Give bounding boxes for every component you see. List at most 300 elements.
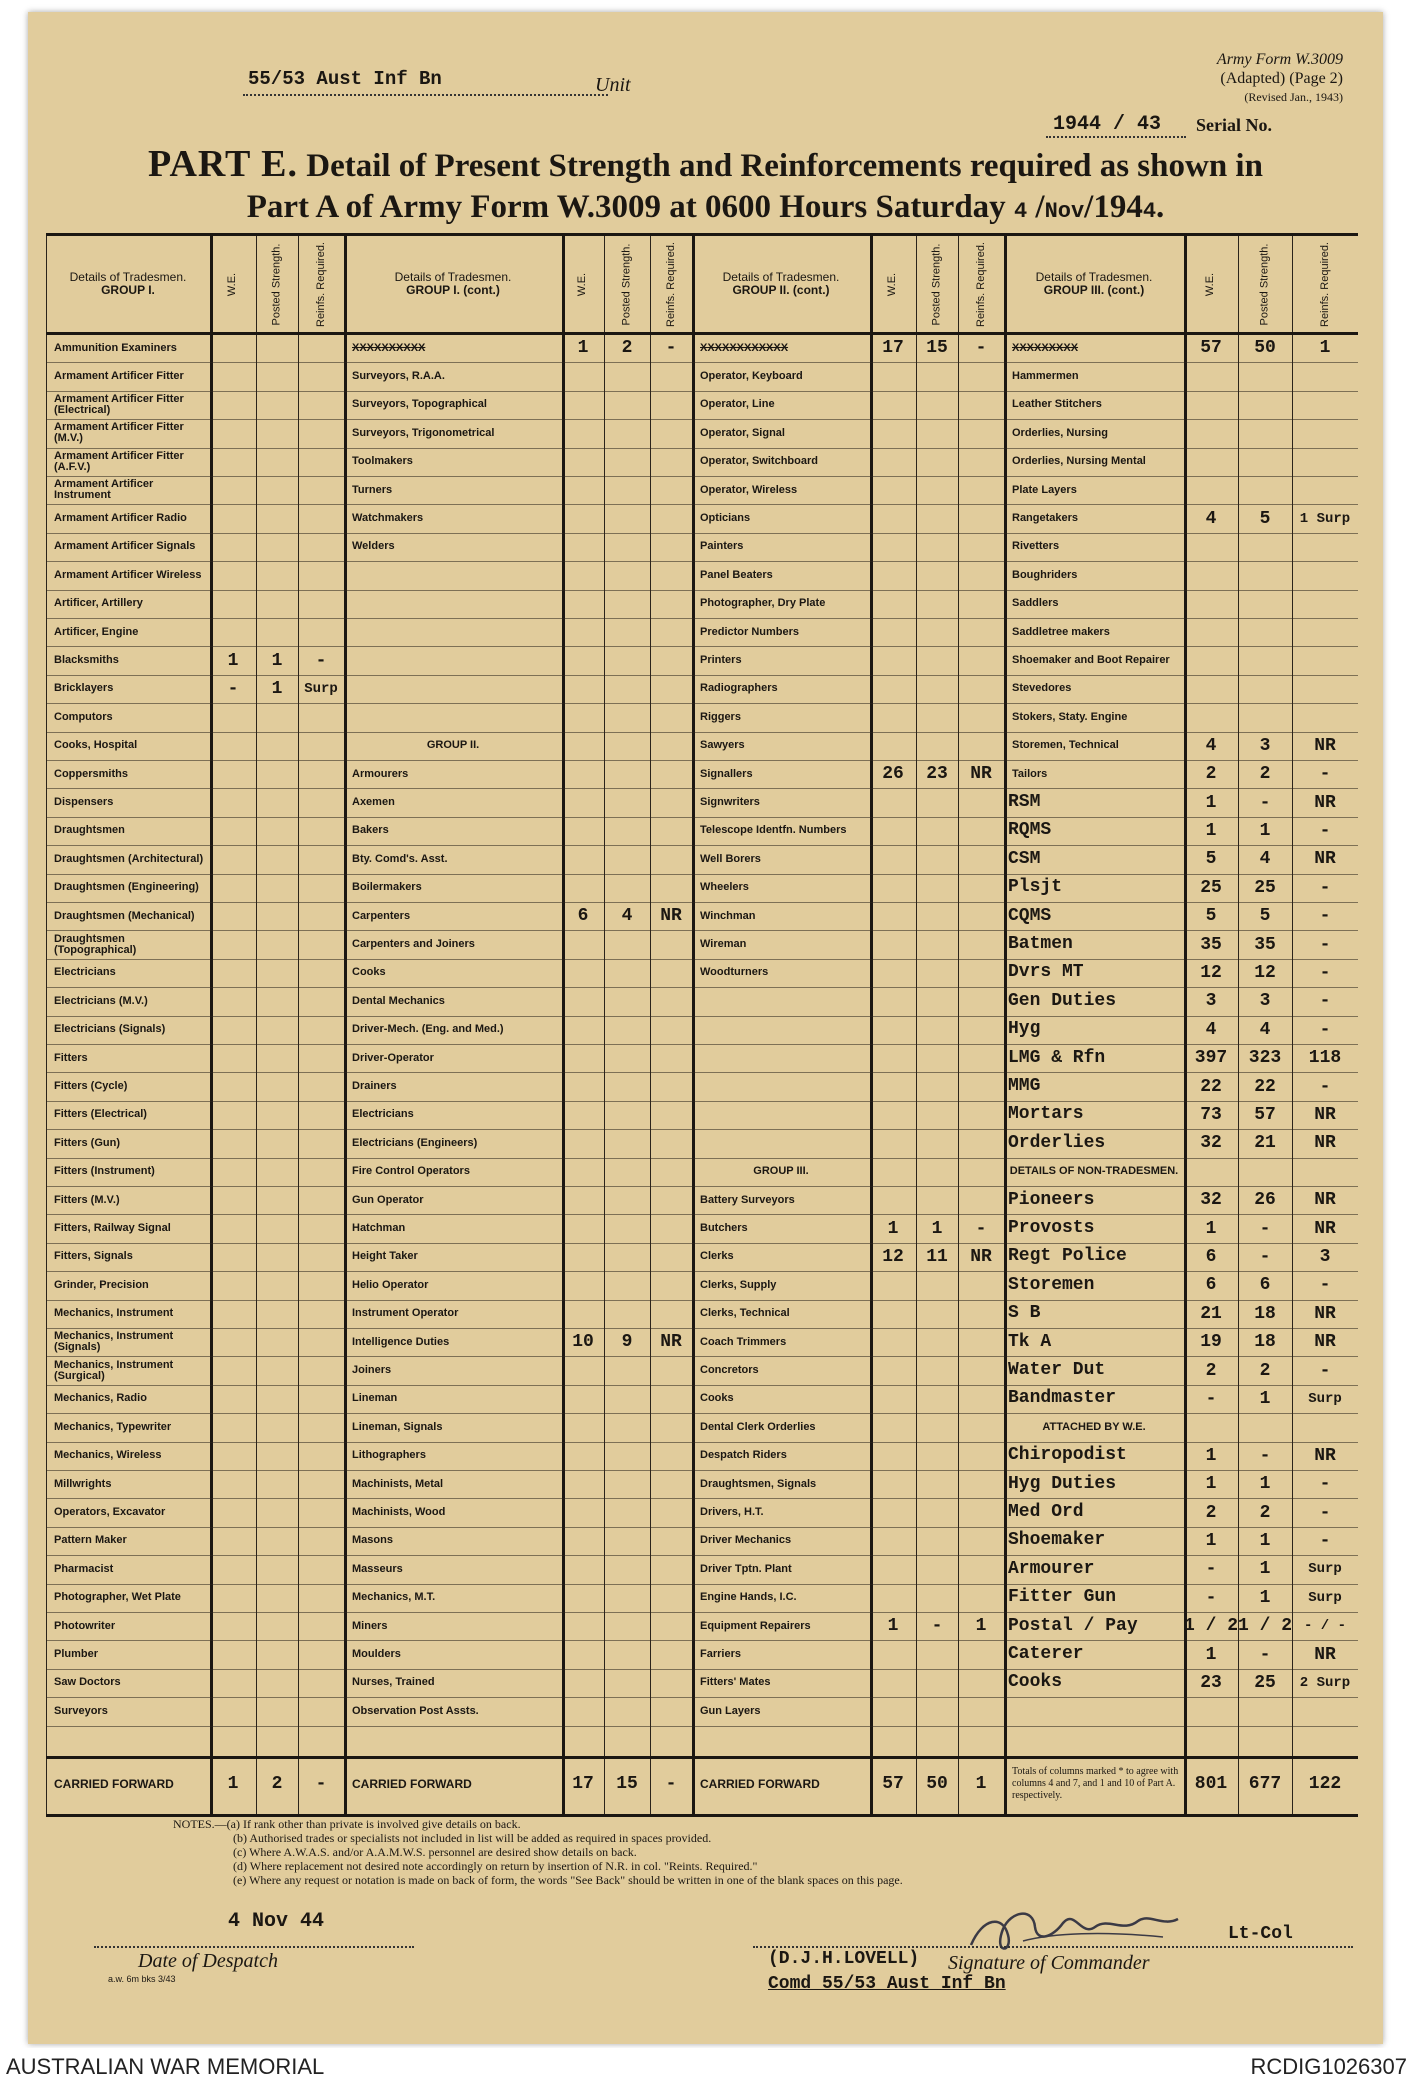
table-cell-reinfs bbox=[298, 732, 344, 760]
table-cell-reinfs bbox=[650, 476, 692, 504]
table-cell-posted bbox=[916, 1186, 958, 1214]
table-row-label: Driver-Mech. (Eng. and Med.) bbox=[352, 1023, 504, 1036]
table-cell-we bbox=[210, 533, 256, 561]
table-row-label: Bty. Comd's. Asst. bbox=[352, 852, 448, 865]
note-a: NOTES.—(a) If rank other than private is involved give details on back. bbox=[173, 1817, 521, 1831]
table-cell-we bbox=[210, 476, 256, 504]
table-cell-reinfs bbox=[958, 1527, 1004, 1555]
table-row-label: Armament Artificer Fitter (Electrical) bbox=[54, 392, 184, 416]
table-row-label: Carpenters and Joiners bbox=[352, 938, 475, 951]
table-row-label: Boughriders bbox=[1012, 568, 1078, 581]
table-cell-reinfs: NR bbox=[1314, 1104, 1336, 1125]
table-cell-posted bbox=[1238, 391, 1292, 419]
table-cell-we bbox=[870, 1442, 916, 1470]
table-row-label: Equipment Repairers bbox=[700, 1619, 811, 1632]
table-row-label: Pioneers bbox=[1008, 1189, 1095, 1210]
table-cell-we bbox=[210, 1527, 256, 1555]
table-row-label: Drainers bbox=[352, 1080, 397, 1093]
table-cell-we bbox=[870, 1186, 916, 1214]
table-cell-reinfs: - bbox=[1319, 1076, 1331, 1097]
table-cell-reinfs bbox=[650, 845, 692, 873]
table-row-label: Miners bbox=[352, 1619, 388, 1632]
table-cell-reinfs bbox=[298, 1442, 344, 1470]
table-row-label: Butchers bbox=[700, 1222, 748, 1235]
table-cell-posted bbox=[604, 987, 650, 1015]
table-cell-reinfs: 1 bbox=[1319, 338, 1331, 359]
table-cell-reinfs bbox=[650, 1101, 692, 1129]
table-cell-posted: 1 bbox=[1259, 820, 1271, 841]
table-cell-reinfs bbox=[298, 1470, 344, 1498]
table-cell-posted bbox=[1238, 448, 1292, 476]
table-cell-posted bbox=[256, 1498, 298, 1526]
table-cell-posted bbox=[604, 930, 650, 958]
table-cell-we bbox=[210, 1498, 256, 1526]
table-cell-we bbox=[562, 1640, 604, 1668]
table-row-label: Pattern Maker bbox=[54, 1534, 127, 1547]
table-cell-reinfs: NR bbox=[970, 764, 992, 785]
table-row-label: Dvrs MT bbox=[1008, 962, 1084, 983]
table-cell-posted bbox=[604, 561, 650, 589]
table-row-label: Cooks, Hospital bbox=[54, 739, 138, 752]
table-cell-we bbox=[1184, 646, 1238, 674]
table-cell-reinfs bbox=[1292, 703, 1358, 731]
table-cell-posted: 2 bbox=[1259, 764, 1271, 785]
table-cell-posted bbox=[916, 874, 958, 902]
table-cell-we bbox=[210, 1640, 256, 1668]
table-cell-we bbox=[870, 1016, 916, 1044]
table-cell-reinfs bbox=[298, 618, 344, 646]
table-row-label: Hyg Duties bbox=[1008, 1473, 1117, 1494]
part-e-label: PART E. bbox=[148, 143, 298, 185]
table-cell-reinfs bbox=[958, 959, 1004, 987]
page-title-line2: Part A of Army Form W.3009 at 0600 Hours Saturday 4 /Nov/1944. bbox=[246, 189, 1165, 225]
table-cell-we: 1 bbox=[1205, 1445, 1217, 1466]
table-cell-we bbox=[210, 448, 256, 476]
table-row-label: Battery Surveyors bbox=[700, 1193, 795, 1206]
table-cell-we bbox=[210, 391, 256, 419]
table-cell-posted: 1 bbox=[271, 678, 283, 699]
table-cell-posted bbox=[604, 1214, 650, 1242]
table-cell-posted bbox=[604, 1442, 650, 1470]
table-cell-posted bbox=[256, 1640, 298, 1668]
table-cell-reinfs bbox=[650, 1697, 692, 1725]
table-cell-we bbox=[210, 902, 256, 930]
table-cell-reinfs bbox=[958, 987, 1004, 1015]
table-cell-we: 5 bbox=[1205, 906, 1217, 927]
table-row-label: Orderlies, Nursing Mental bbox=[1012, 455, 1146, 468]
table-cell-reinfs bbox=[298, 760, 344, 788]
commander-name: (D.J.H.LOVELL) bbox=[768, 1949, 920, 1969]
table-cell-we bbox=[210, 1129, 256, 1157]
table-cell-posted bbox=[256, 1016, 298, 1044]
table-cell-reinfs bbox=[298, 391, 344, 419]
table-row-label: Operator, Switchboard bbox=[700, 455, 818, 468]
table-cell-posted: - bbox=[1259, 792, 1271, 813]
table-cell-reinfs bbox=[650, 1356, 692, 1384]
table-cell-we bbox=[210, 334, 256, 362]
table-cell-we: 35 bbox=[1200, 934, 1222, 955]
table-cell-reinfs bbox=[650, 1129, 692, 1157]
table-cell-reinfs bbox=[958, 646, 1004, 674]
table-cell-we bbox=[1184, 675, 1238, 703]
table-cell-reinfs bbox=[1292, 419, 1358, 447]
table-cell-reinfs bbox=[958, 902, 1004, 930]
note-c: (c) Where A.W.A.S. and/or A.A.M.W.S. personnel are desired show details on back. bbox=[233, 1845, 637, 1859]
table-cell-posted bbox=[256, 476, 298, 504]
table-row-label: Cooks bbox=[352, 966, 386, 979]
table-row-label bbox=[344, 561, 562, 589]
table-row-label: Operator, Wireless bbox=[700, 483, 798, 496]
table-cell-posted: 12 bbox=[1254, 962, 1276, 983]
table-cell-reinfs bbox=[298, 987, 344, 1015]
table-cell-posted bbox=[256, 1697, 298, 1725]
table-cell-we bbox=[870, 1356, 916, 1384]
table-cell-we: 1 / 2 bbox=[1184, 1616, 1239, 1637]
table-cell-reinfs: NR bbox=[1314, 1332, 1336, 1353]
table-cell-we bbox=[562, 817, 604, 845]
table-cell-we: 1 bbox=[1205, 1474, 1217, 1495]
table-cell-reinfs bbox=[650, 1158, 692, 1186]
table-cell-posted bbox=[256, 788, 298, 816]
table-cell-we bbox=[210, 1243, 256, 1271]
page-title-line1 bbox=[28, 142, 1383, 188]
table-cell-reinfs bbox=[298, 1129, 344, 1157]
archive-id: RCDIG1026307 bbox=[1250, 2054, 1407, 2079]
table-cell-reinfs bbox=[650, 987, 692, 1015]
table-cell-posted bbox=[916, 1527, 958, 1555]
table-cell-posted: 22 bbox=[1254, 1076, 1276, 1097]
table-cell-reinfs: Surp bbox=[304, 680, 338, 697]
table-cell-posted bbox=[916, 504, 958, 532]
table-cell-we bbox=[210, 760, 256, 788]
table-cell-reinfs bbox=[298, 590, 344, 618]
table-cell-posted bbox=[604, 419, 650, 447]
table-cell-posted: 4 bbox=[621, 906, 633, 927]
table-cell-reinfs bbox=[958, 1555, 1004, 1583]
table-cell-we bbox=[870, 1697, 916, 1725]
table-cell-we bbox=[1184, 533, 1238, 561]
table-row-label: Hammermen bbox=[1012, 370, 1079, 383]
table-cell-posted bbox=[256, 1669, 298, 1697]
table-cell-reinfs bbox=[298, 476, 344, 504]
table-cell-we bbox=[210, 1356, 256, 1384]
table-cell-we bbox=[210, 930, 256, 958]
table-row-label: Intelligence Duties bbox=[352, 1335, 450, 1348]
table-cell-we bbox=[210, 1300, 256, 1328]
table-cell-posted bbox=[256, 732, 298, 760]
table-cell-we: 397 bbox=[1194, 1048, 1228, 1069]
table-cell-posted bbox=[604, 1640, 650, 1668]
table-cell-reinfs bbox=[298, 1640, 344, 1668]
despatch-underline bbox=[94, 1946, 414, 1948]
table-cell-reinfs bbox=[298, 845, 344, 873]
table-row-label: GROUP III. bbox=[753, 1165, 809, 1178]
table-cell-we bbox=[562, 646, 604, 674]
table-cell-reinfs bbox=[298, 1498, 344, 1526]
carried-forward-label-1: CARRIED FORWARD bbox=[54, 1776, 174, 1791]
table-cell-reinfs bbox=[650, 1442, 692, 1470]
table-row-label: Cooks bbox=[1008, 1672, 1063, 1693]
table-row-label: Predictor Numbers bbox=[700, 625, 800, 638]
table-cell-we bbox=[562, 1016, 604, 1044]
print-code: a.w. 6m bks 3/43 bbox=[108, 1974, 176, 1984]
table-row-label bbox=[692, 1072, 870, 1100]
table-cell-reinfs: NR bbox=[660, 906, 682, 927]
table-cell-posted bbox=[604, 1158, 650, 1186]
table-cell-reinfs: NR bbox=[1314, 792, 1336, 813]
carried-forward-reinfs-2: - bbox=[665, 1774, 677, 1794]
table-cell-reinfs bbox=[298, 788, 344, 816]
date-month: Nov bbox=[1044, 199, 1085, 224]
table-row-label: Joiners bbox=[352, 1364, 392, 1377]
table-cell-posted bbox=[604, 1413, 650, 1441]
table-cell-we: 1 bbox=[227, 650, 239, 671]
table-row-label: Draughtsmen (Architectural) bbox=[54, 852, 204, 865]
table-cell-we bbox=[210, 419, 256, 447]
table-row-label: Gen Duties bbox=[1008, 990, 1117, 1011]
table-cell-reinfs bbox=[958, 1072, 1004, 1100]
table-cell-posted bbox=[916, 1442, 958, 1470]
col1-reinfs-header: Reinfs. Required. bbox=[314, 241, 327, 327]
table-row-label: Riggers bbox=[700, 710, 741, 723]
table-cell-we bbox=[562, 1271, 604, 1299]
table-row-label: Photographer, Wet Plate bbox=[54, 1591, 181, 1604]
table-cell-reinfs: - bbox=[1319, 991, 1331, 1012]
table-cell-we: 4 bbox=[1205, 1019, 1217, 1040]
table-cell-reinfs: NR bbox=[1314, 1445, 1336, 1466]
form-adapted: (Adapted) (Page 2) bbox=[1220, 70, 1343, 87]
table-row-label: Armourers bbox=[352, 767, 409, 780]
table-cell-posted bbox=[256, 1442, 298, 1470]
table-cell-reinfs: 1 Surp bbox=[1299, 510, 1351, 527]
table-cell-we bbox=[562, 1044, 604, 1072]
table-cell-posted bbox=[256, 987, 298, 1015]
table-cell-posted bbox=[256, 1555, 298, 1583]
table-cell-reinfs bbox=[650, 1243, 692, 1271]
col2-we-header: W.E. bbox=[576, 272, 589, 296]
table-cell-reinfs bbox=[958, 448, 1004, 476]
table-row-label: Fire Control Operators bbox=[352, 1165, 470, 1178]
table-cell-posted bbox=[916, 1385, 958, 1413]
table-cell-reinfs bbox=[958, 533, 1004, 561]
table-cell-reinfs bbox=[958, 1186, 1004, 1214]
table-cell-reinfs bbox=[1292, 476, 1358, 504]
table-cell-reinfs bbox=[958, 930, 1004, 958]
table-cell-reinfs bbox=[298, 1243, 344, 1271]
table-row-label: Mortars bbox=[1008, 1104, 1084, 1125]
table-cell-reinfs bbox=[958, 1442, 1004, 1470]
serial-underline bbox=[1046, 136, 1186, 138]
date-year-suffix: 4 bbox=[1142, 199, 1157, 224]
table-cell-posted bbox=[604, 1356, 650, 1384]
table-cell-posted bbox=[604, 1016, 650, 1044]
table-cell-posted bbox=[256, 959, 298, 987]
table-cell-we bbox=[1184, 391, 1238, 419]
table-row-label: Surveyors, Trigonometrical bbox=[352, 426, 495, 439]
table-cell-reinfs: - bbox=[665, 338, 677, 359]
unit-label: Unit bbox=[595, 74, 631, 96]
table-row-label bbox=[344, 703, 562, 731]
table-cell-posted: 11 bbox=[926, 1246, 948, 1267]
table-cell-we bbox=[210, 1328, 256, 1356]
table-cell-we bbox=[562, 1214, 604, 1242]
table-cell-posted: 21 bbox=[1254, 1133, 1276, 1154]
table-cell-we: 32 bbox=[1200, 1133, 1222, 1154]
table-cell-we: 6 bbox=[1205, 1275, 1217, 1296]
table-cell-reinfs: Surp bbox=[1308, 1390, 1342, 1407]
table-row-label: Machinists, Metal bbox=[352, 1477, 444, 1490]
table-cell-posted bbox=[604, 590, 650, 618]
table-cell-we bbox=[870, 419, 916, 447]
table-cell-reinfs bbox=[298, 874, 344, 902]
table-row-label: Mechanics, Instrument bbox=[54, 1307, 174, 1320]
table-row-label bbox=[344, 646, 562, 674]
table-cell-posted: 25 bbox=[1254, 1672, 1276, 1693]
table-cell-reinfs bbox=[650, 1413, 692, 1441]
table-cell-posted bbox=[256, 590, 298, 618]
table-cell-we: 1 bbox=[1205, 820, 1217, 841]
table-cell-posted bbox=[916, 362, 958, 390]
table-cell-we bbox=[562, 1527, 604, 1555]
table-cell-posted bbox=[1238, 1413, 1292, 1441]
table-row-label: Photowriter bbox=[54, 1619, 116, 1632]
table-cell-posted bbox=[604, 1498, 650, 1526]
table-row-label: DETAILS OF NON-TRADESMEN. bbox=[1009, 1165, 1179, 1178]
table-cell-posted: 50 bbox=[1254, 338, 1276, 359]
table-row-label: Turners bbox=[352, 483, 393, 496]
table-cell-posted bbox=[916, 1328, 958, 1356]
table-cell-posted bbox=[1238, 362, 1292, 390]
table-cell-reinfs bbox=[298, 1584, 344, 1612]
table-cell-reinfs bbox=[1292, 362, 1358, 390]
table-row-label: Bricklayers bbox=[54, 682, 114, 695]
table-cell-we bbox=[870, 987, 916, 1015]
table-cell-reinfs bbox=[1292, 391, 1358, 419]
table-cell-reinfs: NR bbox=[1314, 1644, 1336, 1665]
table-cell-we: 12 bbox=[882, 1246, 904, 1267]
table-cell-reinfs bbox=[958, 1101, 1004, 1129]
table-cell-reinfs: 1 bbox=[975, 1616, 987, 1637]
table-cell-posted bbox=[256, 362, 298, 390]
table-cell-reinfs bbox=[958, 618, 1004, 646]
table-cell-reinfs bbox=[650, 618, 692, 646]
table-cell-reinfs bbox=[650, 874, 692, 902]
table-cell-we: 2 bbox=[1205, 1502, 1217, 1523]
table-cell-we bbox=[210, 788, 256, 816]
table-cell-posted bbox=[256, 1243, 298, 1271]
table-cell-posted bbox=[256, 1101, 298, 1129]
table-cell-we bbox=[870, 1669, 916, 1697]
table-cell-reinfs bbox=[650, 930, 692, 958]
table-cell-posted bbox=[604, 1669, 650, 1697]
table-cell-we bbox=[210, 1669, 256, 1697]
table-cell-reinfs bbox=[298, 1072, 344, 1100]
table-cell-posted bbox=[916, 476, 958, 504]
table-cell-reinfs bbox=[650, 504, 692, 532]
col1-header: Details of Tradesmen. GROUP I. bbox=[69, 270, 187, 297]
table-cell-reinfs bbox=[958, 1470, 1004, 1498]
table-cell-reinfs bbox=[650, 1612, 692, 1640]
table-cell-we bbox=[870, 1413, 916, 1441]
table-row-label: Painters bbox=[700, 540, 744, 553]
table-cell-reinfs bbox=[1292, 533, 1358, 561]
table-row-label: Gun Layers bbox=[700, 1704, 761, 1717]
table-row-label: Plate Layers bbox=[1012, 483, 1077, 496]
title-line2-text: Part A of Army Form W.3009 at 0600 Hours Saturday bbox=[246, 189, 1006, 225]
table-cell-reinfs: - bbox=[1319, 1474, 1331, 1495]
table-cell-posted bbox=[256, 874, 298, 902]
table-cell-we bbox=[562, 1356, 604, 1384]
table-cell-we bbox=[562, 590, 604, 618]
table-cell-we bbox=[870, 646, 916, 674]
table-cell-we bbox=[562, 1669, 604, 1697]
table-cell-we bbox=[870, 391, 916, 419]
table-cell-we bbox=[210, 959, 256, 987]
table-cell-reinfs: - bbox=[1319, 1502, 1331, 1523]
table-cell-we bbox=[870, 902, 916, 930]
table-cell-we: 1 bbox=[887, 1218, 899, 1239]
table-cell-we bbox=[870, 476, 916, 504]
table-row-label: Saddletree makers bbox=[1012, 625, 1110, 638]
table-row-label: Fitters (Cycle) bbox=[54, 1080, 128, 1093]
table-row-label: Nurses, Trained bbox=[352, 1676, 435, 1689]
form-page bbox=[28, 12, 1383, 2044]
table-row-label: Concretors bbox=[700, 1364, 759, 1377]
table-row-label: Despatch Riders bbox=[700, 1449, 787, 1462]
table-cell-posted bbox=[1238, 533, 1292, 561]
table-cell-reinfs: NR bbox=[660, 1332, 682, 1353]
table-row-label: Plsjt bbox=[1008, 877, 1063, 898]
table-row-label: Signallers bbox=[700, 767, 753, 780]
table-cell-we bbox=[870, 1271, 916, 1299]
table-row-label: Mechanics, Typewriter bbox=[54, 1420, 172, 1433]
table-row-label: Dental Mechanics bbox=[352, 994, 445, 1007]
table-cell-we bbox=[562, 1385, 604, 1413]
table-row-label: Draughtsmen, Signals bbox=[700, 1477, 817, 1490]
table-row-label: Mechanics, M.T. bbox=[352, 1591, 436, 1604]
table-cell-posted bbox=[916, 1129, 958, 1157]
table-row-label: Farriers bbox=[700, 1648, 741, 1661]
table-cell-we: 21 bbox=[1200, 1303, 1222, 1324]
table-cell-we bbox=[562, 1697, 604, 1725]
table-row-label: Batmen bbox=[1008, 934, 1073, 955]
table-cell-reinfs bbox=[1292, 448, 1358, 476]
table-row-label: Stevedores bbox=[1012, 682, 1072, 695]
table-cell-we bbox=[210, 987, 256, 1015]
table-cell-reinfs bbox=[298, 1186, 344, 1214]
table-cell-reinfs: NR bbox=[1314, 1190, 1336, 1211]
note-e: (e) Where any request or notation is made on back of form, the words "See Back" should be written in one of the blank spaces on this page. bbox=[233, 1873, 903, 1887]
table-cell-we bbox=[870, 1470, 916, 1498]
table-cell-posted bbox=[916, 561, 958, 589]
table-row-label: Armament Artificer Wireless bbox=[54, 568, 202, 581]
carried-forward-we-2: 17 bbox=[572, 1774, 594, 1794]
table-row-label: Surveyors, R.A.A. bbox=[352, 370, 445, 383]
table-cell-we bbox=[562, 930, 604, 958]
table-cell-we bbox=[210, 1271, 256, 1299]
table-cell-we bbox=[210, 1072, 256, 1100]
table-carried-forward-line bbox=[46, 1756, 1358, 1759]
table-cell-posted bbox=[916, 817, 958, 845]
table-cell-reinfs: - bbox=[975, 1218, 987, 1239]
table-row-label: Woodturners bbox=[700, 966, 769, 979]
table-row-label: Surveyors, Topographical bbox=[352, 398, 487, 411]
table-row-label: Mechanics, Radio bbox=[54, 1392, 147, 1405]
table-cell-we: 19 bbox=[1200, 1332, 1222, 1353]
table-cell-posted bbox=[256, 1300, 298, 1328]
table-cell-posted bbox=[256, 391, 298, 419]
table-cell-reinfs bbox=[298, 1527, 344, 1555]
